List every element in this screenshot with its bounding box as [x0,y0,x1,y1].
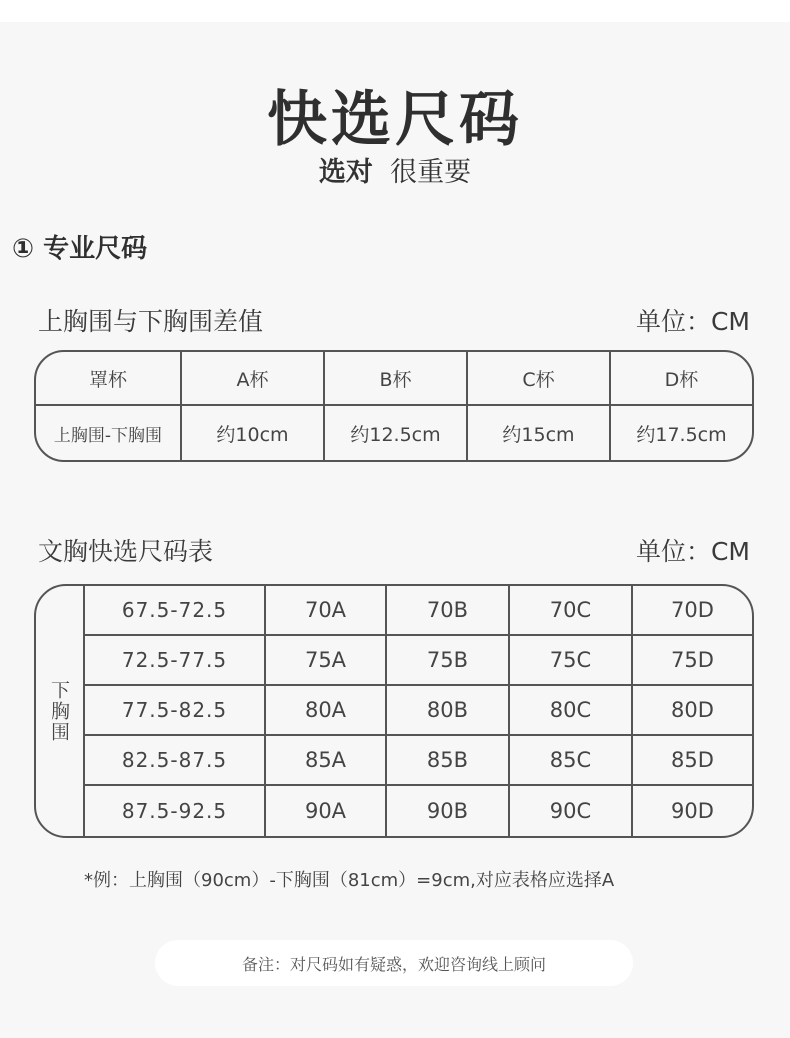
table-cell: 85A [266,736,387,786]
table-cell: 90D [671,799,714,823]
table-header-cell: B杯 [325,352,468,406]
table-cell: 70A [266,586,387,636]
table-cell: 75A [266,636,387,686]
table-cell: 70B [387,586,510,636]
table-cell-range: 72.5-77.5 [85,636,266,686]
table-cell-range: 87.5-92.5 [85,786,266,836]
table-cell: 80A [266,686,387,736]
table-cell: 75C [510,636,633,686]
table-cell-range: 77.5-82.5 [85,686,266,736]
table-header-cell: D杯 [611,352,752,406]
remark-pill: 备注：对尺码如有疑惑，欢迎咨询线上顾问 [155,940,633,986]
size-chart-table [34,584,754,838]
table-cell: 约12.5cm [325,406,468,460]
table-cell: 80C [510,686,633,736]
table-cell-range: 67.5-72.5 [85,586,266,636]
size-table-title: 文胸快选尺码表 [38,537,214,566]
underbust-side-label: 下胸围 [36,586,85,836]
cup-difference-table [34,350,754,462]
subtitle-emphasis: 选对 [318,157,373,188]
table-cell: 90A [266,786,387,836]
top-bar [0,0,790,22]
table-cell: 约10cm [182,406,325,460]
table-cell: 80D [633,686,752,736]
table-row-label: 上胸围-下胸围 [36,406,182,460]
table-cell-range: 82.5-87.5 [85,736,266,786]
table-cell: 约15cm [468,406,611,460]
table-cell: 80B [387,686,510,736]
section-heading: ① 专业尺码 [12,234,148,264]
table-cell: 约17.5cm [636,423,727,446]
table-cell: 90B [387,786,510,836]
size-table-unit: 单位：CM [635,537,750,566]
subtitle-text: 很重要 [390,157,472,188]
table-cell: 70C [510,586,633,636]
page-title: 快选尺码 [267,85,523,155]
cup-table-title: 上胸围与下胸围差值 [38,307,264,336]
table-cell: 75B [387,636,510,686]
table-cell: 85B [387,736,510,786]
example-note: *例：上胸围（90cm）-下胸围（81cm）=9cm,对应表格应选择A [84,870,615,891]
table-cell: 85D [633,736,752,786]
table-header-cell: C杯 [468,352,611,406]
table-cell: 85C [510,736,633,786]
page-subtitle [0,150,790,189]
table-header-cell: 罩杯 [36,352,182,406]
cup-table-unit: 单位：CM [635,307,750,336]
table-header-cell: A杯 [182,352,325,406]
table-cell: 70D [633,586,752,636]
table-cell: 75D [633,636,752,686]
table-cell: 90C [510,786,633,836]
